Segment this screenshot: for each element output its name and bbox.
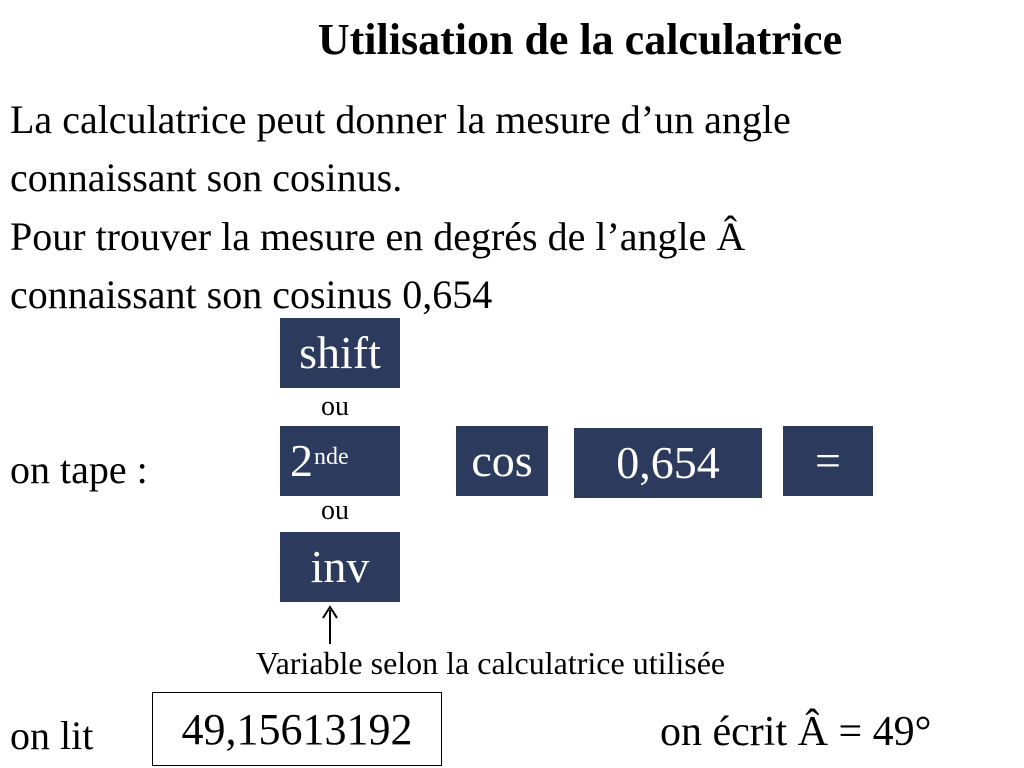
intro-line-1: La calculatrice peut donner la mesure d’un angle	[10, 97, 791, 142]
or-label-1: ou	[321, 391, 349, 422]
inv-key-label: inv	[310, 541, 370, 592]
on-lit-label: on lit	[10, 713, 94, 758]
on-ecrit-label: on écrit Â = 49°	[660, 709, 932, 755]
on-tape-label: on tape :	[10, 447, 148, 492]
second-key-base: 2	[290, 435, 313, 486]
variable-note: Variable selon la calculatrice utilisée	[256, 645, 726, 681]
equals-key-label: =	[815, 435, 841, 486]
result-value: 49,15613192	[181, 704, 413, 754]
slide-title: Utilisation de la calculatrice	[317, 15, 843, 64]
up-arrow-icon	[318, 604, 342, 646]
shift-key	[280, 318, 400, 388]
intro-line-2: connaissant son cosinus.	[10, 155, 403, 200]
equals-key	[783, 426, 873, 496]
value-key-label: 0,654	[616, 437, 720, 488]
value-key	[574, 428, 762, 498]
cos-key	[456, 426, 548, 496]
second-key-sup: nde	[314, 444, 349, 470]
or-label-2: ou	[321, 495, 349, 526]
second-key	[280, 426, 400, 496]
shift-key-label: shift	[299, 327, 381, 378]
inv-key	[280, 532, 400, 602]
result-display	[152, 692, 442, 766]
intro-line-4: connaissant son cosinus 0,654	[10, 272, 493, 317]
intro-line-3: Pour trouver la mesure en degrés de l’angle Â	[10, 214, 746, 259]
cos-key-label: cos	[471, 435, 533, 486]
